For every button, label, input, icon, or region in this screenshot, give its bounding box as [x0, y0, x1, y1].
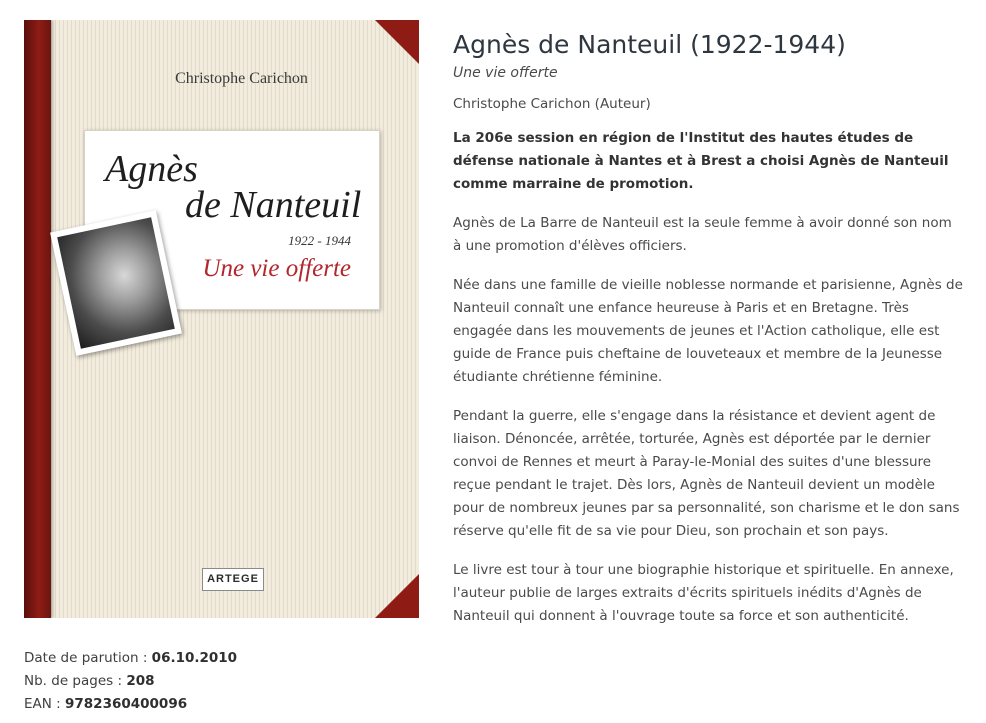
release-date-value: 06.10.2010 [151, 650, 238, 666]
book-subtitle: Une vie offerte [453, 65, 558, 81]
description-paragraph: Pendant la guerre, elle s'engage dans la résistance et devient agent de liaison. Dénoncée, arrêtée, torturée, Agnès est déportée par le dernier convoi de Rennes et meurt à Paray-le-Monial des suites d'une blessure reçue pendant le trajet. Dès lors, Agnès de Nanteuil devient un modèle pour de nombreux jeunes par sa personnalité, son charisme et le don sans réserve qu'elle fit de sa vie pour Dieu, son prochain et son pays. [453, 408, 960, 539]
description-paragraph: Née dans une famille de vieille noblesse normande et parisienne, Agnès de Nanteuil connaît une enfance heureuse à Paris et en Bretagne. Très engagée dans les mouvements de jeunes et l'Action catholique, elle est guide de France puis cheftaine de louveteaux et membre de la Jeunesse étudiante chrétienne féminine. [453, 277, 963, 385]
page-count-row [24, 670, 237, 693]
publisher-logo: ARTEGE [202, 568, 264, 591]
book-author-link[interactable]: Christophe Carichon (Auteur) [453, 96, 651, 112]
book-details [453, 28, 963, 628]
description-paragraph: Le livre est tour à tour une biographie historique et spirituelle. En annexe, l'auteur publie de larges extraits d'écrits spirituels inédits d'Agnès de Nanteuil qui donnent à l'ouvrage toute sa force et son authenticité. [453, 562, 954, 624]
cover-author: Christophe Carichon [175, 70, 308, 87]
release-date-label: Date de parution : [24, 650, 152, 666]
cover-spine [24, 20, 51, 618]
book-title: Agnès de Nanteuil (1922-1944) [453, 30, 846, 59]
ean-label: EAN : [24, 696, 65, 712]
page-count-value: 208 [126, 673, 155, 689]
release-date-row [24, 647, 237, 670]
ean-row [24, 693, 237, 716]
ean-value: 9782360400096 [65, 696, 188, 712]
cover-title-line1: Agnès [105, 148, 198, 190]
book-cover-image[interactable] [24, 20, 419, 618]
description-paragraph: Agnès de La Barre de Nanteuil est la seule femme à avoir donné son nom à une promotion d'élèves officiers. [453, 215, 952, 254]
cover-title-line2: de Nanteuil [185, 184, 362, 226]
cover-subtitle: Une vie offerte [202, 255, 351, 282]
book-metadata [24, 647, 237, 716]
book-intro: La 206e session en région de l'Institut des hautes études de défense nationale à Nantes et à Brest a choisi Agnès de Nanteuil comme marraine de promotion. [453, 130, 949, 192]
cover-corner-bottom [375, 574, 419, 618]
cover-years: 1922 - 1944 [288, 233, 351, 248]
cover-corner-top [375, 20, 419, 64]
page-count-label: Nb. de pages : [24, 673, 127, 689]
portrait-image [57, 217, 175, 348]
